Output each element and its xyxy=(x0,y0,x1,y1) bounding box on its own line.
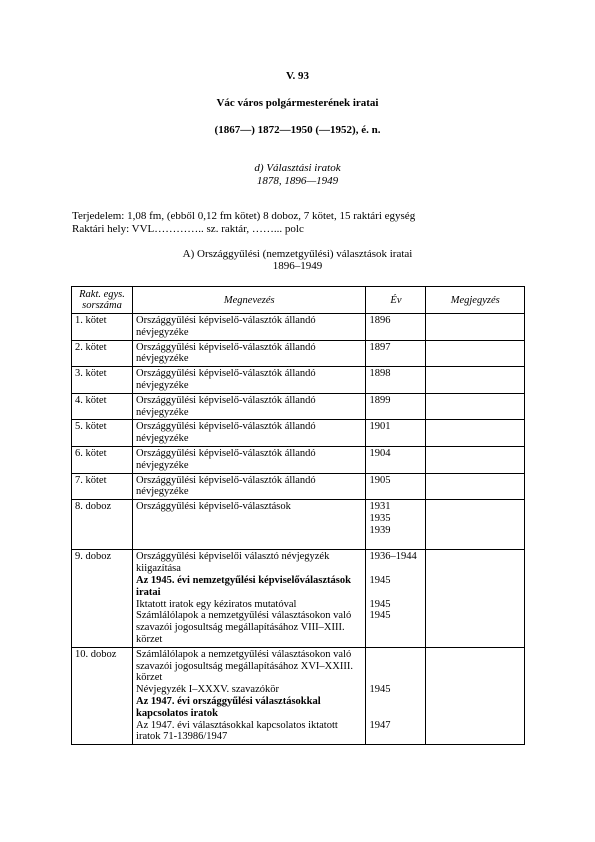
description-subheading: Az 1945. évi nemzetgyűlési képviselőválasztások iratai xyxy=(136,574,351,598)
description-entry: Országgyűlési képviselő-választók állandó névjegyzéke xyxy=(136,421,316,445)
description-entry: Névjegyzék I–XXXV. szavazókör xyxy=(136,684,279,696)
notes-cell xyxy=(426,314,525,341)
fonds-title: Vác város polgármesterének iratai xyxy=(216,97,379,109)
notes-cell xyxy=(426,550,525,647)
year-value: 1947 xyxy=(369,719,391,731)
header-notes: Megjegyzés xyxy=(426,287,525,314)
description-entry: Országgyűlési képviselő-választók állandó névjegyzéke xyxy=(136,368,316,391)
year-cell xyxy=(366,314,426,341)
year-cell xyxy=(366,393,426,420)
subsection-years: 1896–1949 xyxy=(272,260,323,272)
table-row xyxy=(72,500,525,550)
year-cell xyxy=(366,446,426,473)
description-entry: Országgyűlési képviselő-választók állandó névjegyzéke xyxy=(136,341,316,365)
year-value: 1945 xyxy=(369,610,391,622)
year-value: 1935 xyxy=(369,512,391,524)
table-header-row xyxy=(72,287,525,314)
notes-cell xyxy=(426,393,525,420)
table-row xyxy=(72,314,525,341)
year-cell xyxy=(366,473,426,500)
section-name: d) Választási iratok xyxy=(254,162,341,174)
units-table xyxy=(71,286,525,745)
unit-number-cell: 5. kötet xyxy=(72,420,133,447)
description-cell xyxy=(133,367,366,394)
notes-cell xyxy=(426,367,525,394)
header-unit-number: Rakt. egys. sorszáma xyxy=(72,287,133,314)
table-row xyxy=(72,446,525,473)
description-cell xyxy=(133,500,366,550)
description-cell xyxy=(133,446,366,473)
subsection-title: A) Országgyűlési (nemzetgyűlési) választások iratai xyxy=(182,248,413,260)
description-cell xyxy=(133,340,366,367)
notes-cell xyxy=(426,500,525,550)
year-cell xyxy=(366,647,426,744)
notes-cell xyxy=(426,340,525,367)
year-value xyxy=(369,587,422,599)
year-value: 1904 xyxy=(369,447,391,459)
description-entry: Számlálólapok a nemzetgyűlési választásokon való szavazói jogosultság megállapításához VIII–XIII. körzet xyxy=(136,610,352,645)
year-value: 1931 xyxy=(369,501,391,513)
unit-number-cell: 2. kötet xyxy=(72,340,133,367)
notes-cell xyxy=(426,647,525,744)
notes-cell xyxy=(426,473,525,500)
year-value xyxy=(369,537,422,549)
unit-number-cell: 3. kötet xyxy=(72,367,133,394)
table-row xyxy=(72,473,525,500)
description-cell xyxy=(133,393,366,420)
table-row xyxy=(72,393,525,420)
year-cell xyxy=(366,340,426,367)
description-entry: Iktatott iratok egy kéziratos mutatóval xyxy=(136,598,297,610)
unit-number-cell: 1. kötet xyxy=(72,314,133,341)
description-entry: Számlálólapok a nemzetgyűlési választásokon való szavazói jogosultság megállapításához XVI–XXIII. körzet xyxy=(136,648,353,684)
extent-line: Terjedelem: 1,08 fm, (ebből 0,12 fm kötet) 8 doboz, 7 kötet, 15 raktári egység xyxy=(72,210,416,222)
description-entry: Országgyűlési képviselő-választások xyxy=(136,501,291,513)
section-years: 1878, 1896—1949 xyxy=(256,175,339,187)
description-cell xyxy=(133,420,366,447)
year-cell xyxy=(366,550,426,647)
description-entry: Országgyűlési képviselő-választók állandó névjegyzéke xyxy=(136,447,316,471)
subsection-heading xyxy=(0,248,595,272)
year-value xyxy=(369,563,422,575)
year-value xyxy=(369,708,422,720)
description-cell xyxy=(133,647,366,744)
description-entry: Országgyűlési képviselő-választók állandó névjegyzéke xyxy=(136,315,316,338)
unit-number-cell: 9. doboz xyxy=(72,550,133,647)
year-value xyxy=(369,649,422,661)
year-cell xyxy=(366,367,426,394)
fonds-code: V. 93 xyxy=(285,70,310,82)
unit-number-cell: 10. doboz xyxy=(72,647,133,744)
table-row xyxy=(72,550,525,647)
year-value: 1945 xyxy=(369,574,391,586)
table-body xyxy=(72,314,525,745)
table-row xyxy=(72,420,525,447)
notes-cell xyxy=(426,420,525,447)
year-cell xyxy=(366,420,426,447)
table-row xyxy=(72,340,525,367)
storage-location-line: Raktári hely: VVL………….. sz. raktár, ……... polc xyxy=(72,223,304,235)
description-cell xyxy=(133,550,366,647)
description-entry: Országgyűlési képviselő-választók állandó névjegyzéke xyxy=(136,474,316,498)
year-value: 1896 xyxy=(369,315,391,326)
year-value: 1905 xyxy=(369,474,391,486)
unit-number-cell: 4. kötet xyxy=(72,393,133,420)
notes-cell xyxy=(426,446,525,473)
year-value: 1897 xyxy=(369,341,391,353)
unit-number-cell: 6. kötet xyxy=(72,446,133,473)
year-value: 1945 xyxy=(369,684,391,696)
description-cell xyxy=(133,314,366,341)
year-value: 1936–1944 xyxy=(369,551,417,563)
table-row xyxy=(72,367,525,394)
description-cell xyxy=(133,473,366,500)
extent-info xyxy=(72,210,415,236)
description-entry: Országgyűlési képviselő-választók állandó névjegyzéke xyxy=(136,394,316,418)
year-value xyxy=(369,696,422,708)
year-value: 1899 xyxy=(369,394,391,406)
unit-number-cell: 7. kötet xyxy=(72,473,133,500)
year-cell xyxy=(366,500,426,550)
description-subheading: Az 1947. évi országgyűlési választásokkal kapcsolatos iratok xyxy=(136,695,321,719)
description-entry: Az 1947. évi választásokkal kapcsolatos iktatott iratok 71-13986/1947 xyxy=(136,719,338,743)
unit-number-cell: 8. doboz xyxy=(72,500,133,550)
header-year: Év xyxy=(366,287,426,314)
header-description: Megnevezés xyxy=(133,287,366,314)
section-heading xyxy=(0,162,595,188)
table-row xyxy=(72,647,525,744)
fonds-dates: (1867—) 1872—1950 (—1952), é. n. xyxy=(214,124,381,136)
year-value: 1939 xyxy=(369,524,391,536)
year-value xyxy=(369,672,422,684)
year-value xyxy=(369,661,422,673)
year-value: 1945 xyxy=(369,598,391,610)
year-value: 1898 xyxy=(369,368,391,380)
description-entry: Országgyűlési képviselői választó névjegyzék kiigazítása xyxy=(136,551,330,575)
year-value: 1901 xyxy=(369,421,391,433)
